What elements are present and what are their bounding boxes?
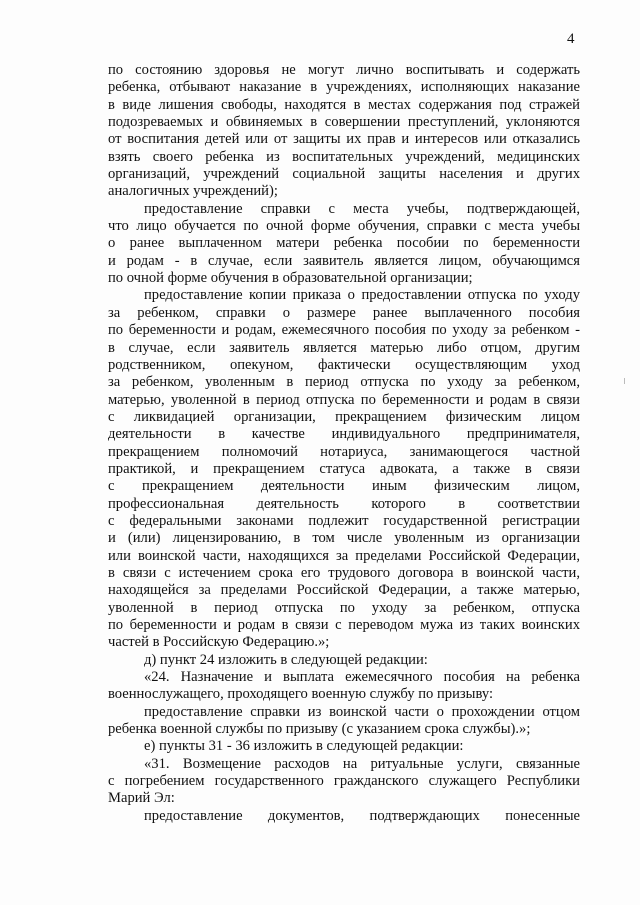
text-line: родственником, опекуном, фактически осуществляющим уход <box>108 356 580 373</box>
text-line: за ребенком, уволенным в период отпуска по уходу за ребенком, <box>108 374 580 391</box>
text-line: по беременности и родам в связи с переводом мужа из таких воинских <box>108 617 580 633</box>
text-line: матерью, уволенной в период отпуска по беременности и родам в связи <box>108 391 580 408</box>
text-line: в связи с истечением срока его трудового договора в воинской части, <box>108 564 580 581</box>
text-line: предоставление копии приказа о предоставлении отпуска по уходу <box>144 287 580 304</box>
text-line: частей в Российскую Федерацию.»; <box>108 634 330 651</box>
text-line: Марий Эл: <box>108 790 175 807</box>
text-line: по очной форме обучения в образовательной организации; <box>108 270 473 287</box>
text-line: в виде лишения свободы, находятся в местах содержания под стражей <box>108 96 580 113</box>
text-line: или воинской части, находящихся за пределами Российской Федерации, <box>108 547 580 564</box>
text-line: за ребенком, справки о размере ранее выплаченного пособия <box>108 304 580 321</box>
text-line: с федеральными законами подлежит государственной регистрации <box>108 512 580 529</box>
text-line: и (или) лицензированию, в том числе уволенным из организации <box>108 530 580 547</box>
text-line: о ранее выплаченном матери ребенка пособии по беременности <box>108 235 580 252</box>
text-line: предоставление справки из воинской части о прохождении отцом <box>144 703 580 720</box>
text-line: по беременности и родам, ежемесячного пособия по уходу за ребенком - <box>108 322 580 339</box>
text-line: прекращением полномочий нотариуса, занимающегося частной <box>108 443 580 460</box>
text-line: аналогичных учреждений); <box>108 183 278 200</box>
text-line: «31. Возмещение расходов на ритуальные услуги, связанные <box>144 755 580 772</box>
text-line: взять своего ребенка из воспитательных учреждений, медицинских <box>108 148 580 165</box>
text-line: профессиональная деятельность которого в соответствии <box>108 495 580 512</box>
text-line: в случае, если заявитель является матерью либо отцом, другим <box>108 339 580 356</box>
text-line: подозреваемых и обвиняемых в совершении преступлений, уклоняются <box>108 114 580 131</box>
page-number: 4 <box>567 31 575 47</box>
text-line: военнослужащего, проходящего военную службу по призыву: <box>108 686 494 703</box>
text-line: организаций, учреждений социальной защиты населения и других <box>108 166 580 183</box>
text-line: предоставление документов, подтверждающих понесенные <box>144 807 580 824</box>
text-line: предоставление справки с места учебы, подтверждающей, <box>144 200 580 217</box>
text-line: от воспитания детей или от защиты их прав и интересов или отказались <box>108 131 580 148</box>
text-line: что лицо обучается по очной форме обучения, справки с места учебы <box>108 218 580 235</box>
text-line: с прекращением деятельности иным физическим лицом, <box>108 478 580 495</box>
text-line: е) пункты 31 - 36 изложить в следующей редакции: <box>144 738 464 755</box>
text-line: деятельности в качестве индивидуального предпринимателя, <box>108 426 580 443</box>
text-line: д) пункт 24 изложить в следующей редакции: <box>144 651 428 668</box>
text-line: по состоянию здоровья не могут лично воспитывать и содержать <box>108 62 580 78</box>
document-body <box>108 62 580 825</box>
text-line: с ликвидацией организации, прекращением физическим лицом <box>108 408 580 425</box>
text-line: с погребением государственного гражданского служащего Республики <box>108 773 580 790</box>
text-line: уволенной в период отпуска по уходу за ребенком, отпуска <box>108 599 580 616</box>
text-line: находящейся за пределами Российской Федерации, а также матерью, <box>108 582 580 599</box>
text-line: ребенка, отбывают наказание в учреждениях, исполняющих наказание <box>108 79 580 96</box>
text-line: ребенка военной службы по призыву (с указанием срока службы).»; <box>108 721 531 738</box>
text-line: и родам - в случае, если заявитель является лицом, обучающимся <box>108 252 580 269</box>
text-line: «24. Назначение и выплата ежемесячного пособия на ребенка <box>144 669 580 686</box>
scan-artifact <box>624 378 625 384</box>
text-line: практикой, и прекращением статуса адвоката, а также в связи <box>108 460 580 477</box>
